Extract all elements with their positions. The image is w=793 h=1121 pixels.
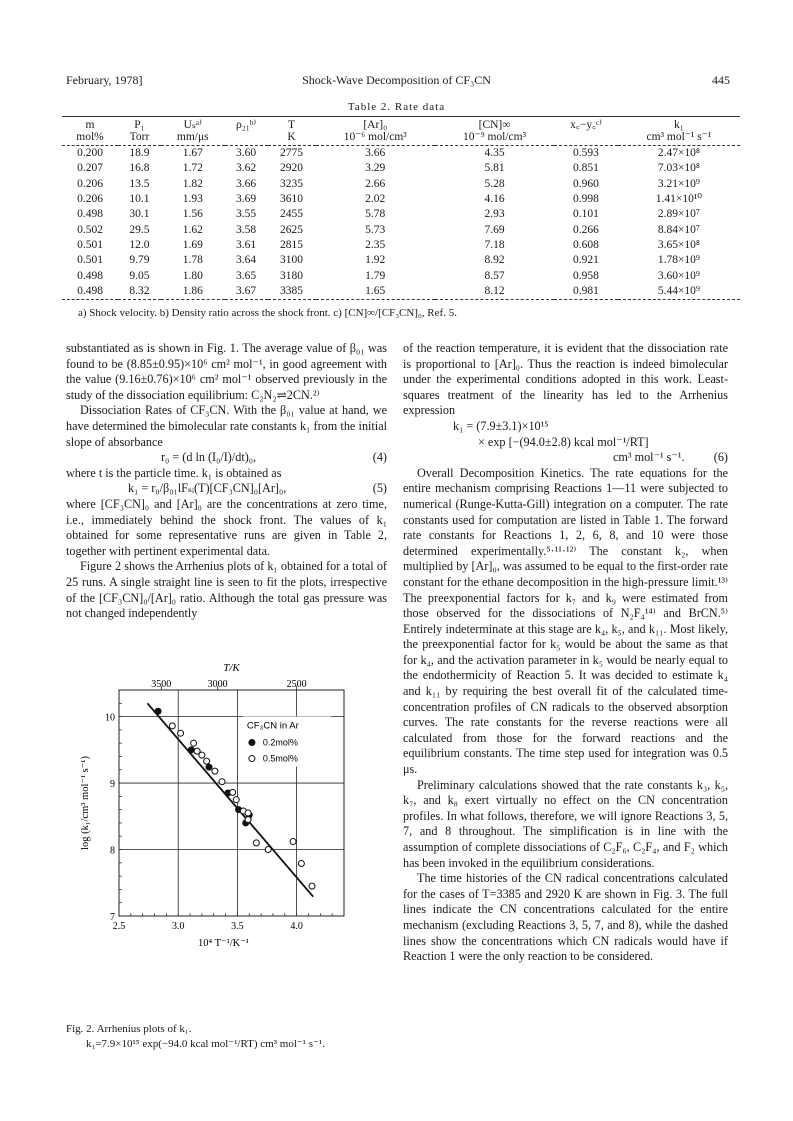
x-tick-label: 3.0 — [171, 921, 185, 932]
table-cell: 5.28 — [484, 177, 505, 190]
y-tick-label: 8 — [110, 845, 115, 857]
table-cell: 0.206 — [77, 193, 103, 206]
data-point-0.5mol — [230, 789, 236, 795]
table-cell: 1.82 — [182, 177, 203, 190]
table-cell: 3.69 — [235, 193, 257, 206]
table-cell: 3235 — [280, 177, 304, 190]
table-cell: 13.5 — [129, 177, 150, 190]
top-axis-label: T/K — [223, 663, 240, 674]
header-unit: K — [287, 131, 296, 143]
column-header — [161, 117, 225, 146]
table-cell: 0.593 — [573, 147, 599, 160]
table-cell: 3180 — [280, 269, 304, 282]
table-row — [62, 146, 740, 162]
data-point-0.5mol — [233, 797, 239, 803]
table-cell: 5.81 — [484, 162, 505, 175]
table-cell: 4.35 — [484, 147, 505, 160]
table-cell: 0.502 — [77, 223, 103, 236]
legend-marker-filled — [249, 740, 255, 746]
data-point-0.2mol — [155, 708, 161, 714]
legend-title: CF₃CN in Ar — [246, 720, 299, 732]
paragraph: of the reaction temperature, it is evident that the dissociation rate is proportional to [Ar]₀. Thus the reaction is indeed bimolecular under the experimental conditions adopted in this work. Least-squares treatment of the linearity has led to the Arrhenius expression — [403, 341, 728, 418]
table-cell: 0.501 — [77, 238, 103, 251]
running-head-title: Shock-Wave Decomposition of CF₃CN — [302, 73, 491, 87]
table-cell: 7.03×10⁸ — [657, 162, 700, 175]
table-cell: 0.851 — [573, 162, 599, 175]
table-cell: 3.61 — [235, 238, 257, 251]
table-cell: 3610 — [280, 193, 304, 206]
data-point-0.5mol — [265, 847, 271, 853]
table-cell: 3.29 — [365, 162, 386, 175]
table-cell: 8.32 — [129, 284, 150, 297]
table-cell: 0.921 — [573, 254, 599, 267]
legend-label: 0.2mol% — [262, 737, 298, 748]
table-cell: 3.65×10⁸ — [657, 238, 700, 251]
column-header — [118, 117, 161, 146]
table-cell: 0.981 — [573, 284, 599, 297]
column-header — [62, 117, 118, 146]
data-point-0.2mol — [206, 764, 212, 770]
equation-6-line-2: × exp [−(94.0±2.8) kcal mol⁻¹/RT] — [478, 434, 649, 449]
table-row — [62, 268, 740, 283]
table-row — [62, 253, 740, 268]
header-symbol: P₁ — [134, 119, 145, 131]
data-point-0.5mol — [298, 860, 304, 866]
table-cell: 3.64 — [235, 254, 257, 267]
table-cell: 3.66 — [365, 147, 386, 160]
table-cell: 1.80 — [182, 269, 203, 282]
page-number: 445 — [712, 73, 730, 87]
top-tick-label: 2500 — [286, 679, 307, 690]
right-column — [403, 341, 728, 965]
table-cell: 9.79 — [129, 254, 150, 267]
table-caption: Table 2. Rate data — [347, 101, 446, 113]
table-cell: 12.0 — [129, 238, 150, 251]
data-point-0.5mol — [253, 840, 259, 846]
x-axis-label: 10⁴ T⁻¹/K⁻¹ — [198, 938, 249, 949]
table-cell: 0.498 — [77, 269, 103, 282]
x-tick-label: 2.5 — [112, 921, 126, 932]
table-cell: 1.78 — [182, 254, 203, 267]
table-cell: 0.958 — [573, 269, 599, 282]
table-cell: 7.18 — [484, 238, 505, 251]
table-cell: 0.266 — [573, 223, 599, 236]
paragraph: substantiated as is shown in Fig. 1. The average value of β₀₁ was found to be (8.85±0.95)×10⁶ cm² mol⁻¹, in good agreement with the value (9.16±0.76)×10⁶ cm² mol⁻¹ observed previously in the study of the dissociation equilibrium: C₂N₂⇌2CN.²⁾ — [66, 341, 387, 402]
header-symbol: Uₛᵃ⁾ — [183, 119, 202, 131]
table-cell: 2455 — [280, 208, 304, 221]
equation-4 — [66, 450, 387, 466]
table-cell: 3.67 — [235, 284, 257, 297]
table-cell: 3385 — [280, 284, 304, 297]
data-point-0.5mol — [169, 723, 175, 729]
table-cell: 2.47×10⁸ — [657, 147, 700, 160]
equation-5 — [66, 481, 387, 497]
table-cell: 0.608 — [573, 238, 599, 251]
table-cell: 5.73 — [365, 223, 386, 236]
data-point-0.5mol — [212, 768, 218, 774]
equation-number: (6) — [713, 450, 728, 465]
table-cell: 8.92 — [484, 254, 505, 267]
header-symbol: k₁ — [674, 119, 684, 131]
header-unit: Torr — [129, 131, 150, 143]
table-cell: 3100 — [280, 254, 304, 267]
table-cell: 3.66 — [235, 177, 257, 190]
data-point-0.5mol — [309, 883, 315, 889]
table-cell: 5.78 — [365, 208, 386, 221]
data-point-0.5mol — [178, 730, 184, 736]
data-point-0.5mol — [290, 839, 296, 845]
table-cell: 2.35 — [365, 238, 386, 251]
table-row — [62, 177, 740, 192]
table-cell: 3.21×10⁹ — [657, 177, 700, 190]
paragraph: Overall Decomposition Kinetics. The rate equations for the entire mechanism comprising Reactions 1—11 were subjected to numerical (Runge-Kutta-Gill) integration on a computer. The rate constants used for computation are listed in Table 1. The forward rate constants for Reactions 1, 2, 6, 8, and 10 were those determined experimentally.⁵·¹¹·¹²⁾ The constant k₂, when multiplied by [Ar]₀, was assumed to be equal to the first-order rate constant for the ethane decomposition in the high-pressure limit.¹³⁾ The preexponential factors for k₇ and k₉ were estimated from those observed for the dissociations of N₂F₄¹⁴⁾ and BrCN.⁵⁾ Entirely indeterminate at this stage are k₄, k₅, and k₁₁. Most likely, the preexponential factor for k₅ would be about the same as that for k₄, and the activation parameter in k₅ would be nearly equal to the endothermicity of Reaction 5. It was decided to estimate k₄ and k₁₁ by requiring the best overall fit of the calculated time-concentration profiles of CN radicals to the observed absorption curves. The rate constants for the reverse reactions were all calculated from those for the forward reactions and the equilibrium constants. The time step used for integration was 0.5 μs. — [403, 465, 728, 777]
header-symbol: m — [85, 119, 95, 131]
x-tick-label: 3.5 — [231, 921, 244, 932]
table-row — [62, 161, 740, 176]
header-symbol: [CN]∞ — [478, 119, 511, 131]
table-cell: 8.57 — [484, 269, 505, 282]
table-cell: 30.1 — [129, 208, 150, 221]
equation-text: cm³ mol⁻¹ s⁻¹. — [613, 450, 685, 465]
column-header — [225, 117, 268, 146]
data-point-0.2mol — [188, 747, 194, 753]
table-cell: 4.16 — [484, 193, 505, 206]
table-row — [62, 207, 740, 222]
table-header-row — [62, 117, 740, 146]
table-footnote: a) Shock velocity. b) Density ratio across the shock front. c) [CN]∞/[CF₃CN]₀, Ref. 5. — [78, 307, 457, 319]
table-cell: 0.206 — [77, 177, 103, 190]
table-cell: 8.84×10⁷ — [657, 223, 700, 236]
table-cell: 8.12 — [484, 284, 505, 297]
equation-6-line-1: k₁ = (7.9±3.1)×10¹⁵ — [453, 418, 549, 433]
figure-caption-line-1: Fig. 2. Arrhenius plots of k₁. — [66, 1023, 192, 1035]
equation-text: r₀ = (d ln (I₀/I)/dt)₀, — [161, 450, 257, 465]
equation-6-line-3 — [403, 450, 728, 466]
header-unit: mol% — [76, 131, 104, 143]
legend-label: 0.5mol% — [262, 753, 298, 764]
table-row — [62, 238, 740, 253]
table-cell: 1.93 — [182, 193, 203, 206]
header-symbol: ρ₂₁ᵇ⁾ — [235, 119, 257, 131]
table-cell: 2920 — [280, 162, 304, 175]
table-cell: 2815 — [280, 238, 304, 251]
table-cell: 1.41×10¹⁰ — [655, 193, 702, 206]
table-cell: 3.55 — [235, 208, 257, 221]
table-cell: 2.93 — [484, 208, 505, 221]
rate-data-table — [62, 116, 740, 300]
header-unit: 10⁻⁶ mol/cm³ — [343, 131, 407, 143]
table-row — [62, 192, 740, 207]
top-tick-label: 3500 — [151, 679, 172, 690]
table-cell: 1.62 — [182, 223, 203, 236]
table-cell: 3.58 — [235, 223, 257, 236]
table-cell: 1.92 — [365, 254, 386, 267]
table-cell: 2775 — [280, 147, 304, 160]
table-cell: 3.60 — [235, 147, 257, 160]
y-tick-label: 7 — [110, 912, 115, 923]
table-cell: 0.498 — [77, 208, 103, 221]
table-cell: 1.56 — [182, 208, 203, 221]
data-point-0.5mol — [204, 758, 210, 764]
table-cell: 0.498 — [77, 284, 103, 297]
table-row — [62, 222, 740, 237]
x-tick-label: 4.0 — [290, 921, 303, 932]
table-cell: 1.79 — [365, 269, 386, 282]
table-cell: 1.78×10⁹ — [657, 254, 700, 267]
data-point-0.5mol — [191, 740, 197, 746]
table-cell: 1.65 — [365, 284, 386, 297]
column-header — [554, 117, 618, 146]
paragraph: Dissociation Rates of CF₃CN. With the β₀₁ value at hand, we have determined the bimolecular rate constants k₁ from the initial slope of absorbance — [66, 403, 387, 449]
table-cell: 2.89×10⁷ — [657, 208, 700, 221]
header-symbol: [Ar]₀ — [363, 119, 388, 131]
column-header — [435, 117, 554, 146]
header-unit: 10⁻⁹ mol/cm³ — [463, 131, 527, 143]
table-cell: 0.960 — [573, 177, 599, 190]
equation-text: k₁ = r₀/β₀₁lFₛᵢ(T)[CF₃CN]₀[Ar]₀, — [128, 481, 287, 496]
header-symbol: x꜀−y꜀ᶜ⁾ — [570, 119, 602, 131]
table-cell: 1.67 — [182, 147, 203, 160]
table-cell: 29.5 — [129, 223, 150, 236]
paragraph: Figure 2 shows the Arrhenius plots of k₁ obtained for a total of 25 runs. A single straight line is seen to fit the plots, irrespective of the [CF₃CN]₀/[Ar]₀ ratio. Although the total gas pressure was not changed independently — [66, 559, 387, 621]
table-body — [62, 146, 740, 300]
table-cell: 3.65 — [235, 269, 257, 282]
running-head-date: February, 1978] — [66, 73, 143, 87]
paragraph: where t is the particle time. k₁ is obtained as — [66, 465, 282, 480]
arrhenius-figure — [66, 663, 376, 1021]
top-tick-label: 3000 — [207, 679, 228, 690]
table-cell: 1.72 — [182, 162, 203, 175]
legend-marker-open — [249, 756, 255, 762]
paragraph: Preliminary calculations showed that the rate constants k₃, k₅, k₇, and k₈ exert virtually no effect on the CN concentration profiles. In what follows, therefore, we will ignore Reactions 3, 5, 7, and 8 throughout. The simplification is in line with the assumption of complete dissociations of C₂F₆, C₂F₄, and F₂ which has been invoked in the equilibrium considerations. — [403, 777, 728, 870]
y-axis-label: log (k₁/cm³ mol⁻¹ s⁻¹) — [80, 756, 91, 850]
equation-number: (5) — [372, 481, 387, 496]
figure-caption — [66, 1022, 325, 1052]
table-cell: 0.200 — [77, 147, 103, 160]
figure-caption-line-2: k₁=7.9×10¹⁵ exp(−94.0 kcal mol⁻¹/RT) cm³ mol⁻¹ s⁻¹. — [86, 1038, 325, 1050]
table-cell: 3.62 — [235, 162, 257, 175]
table-cell: 18.9 — [129, 147, 150, 160]
table-cell: 1.86 — [182, 284, 203, 297]
table-cell: 0.207 — [77, 162, 103, 175]
table-cell: 10.1 — [129, 193, 150, 206]
data-point-0.5mol — [219, 779, 225, 785]
paragraph: where [CF₃CN]₀ and [Ar]₀ are the concentrations at zero time, i.e., immediately behind the shock front. The values of k₁ obtained for some representative runs are given in Table 2, together with pertinent experimental data. — [66, 496, 387, 558]
table-cell: 9.05 — [129, 269, 150, 282]
table-cell: 7.69 — [484, 223, 505, 236]
equation-number: (4) — [372, 450, 387, 465]
data-point-0.5mol — [245, 817, 251, 823]
table-cell: 0.101 — [573, 208, 599, 221]
header-unit: mm/μs — [176, 131, 209, 143]
table-cell: 5.44×10⁹ — [657, 284, 700, 297]
table-cell: 3.60×10⁹ — [657, 269, 700, 282]
header-symbol: T — [288, 119, 296, 131]
column-header — [618, 117, 740, 146]
y-tick-label: 10 — [105, 712, 115, 724]
left-column — [66, 341, 387, 622]
header-unit: cm³ mol⁻¹ s⁻¹ — [646, 131, 712, 143]
column-header — [316, 117, 435, 146]
table-cell: 16.8 — [129, 162, 150, 175]
arrhenius-plot — [66, 663, 376, 1021]
table-cell: 0.501 — [77, 254, 103, 267]
table-cell: 2.02 — [365, 193, 386, 206]
table-row — [62, 284, 740, 300]
table-cell: 2.66 — [365, 177, 386, 190]
table-cell: 1.69 — [182, 238, 203, 251]
data-point-0.5mol — [199, 752, 205, 758]
table-cell: 0.998 — [573, 193, 599, 206]
data-point-0.5mol — [245, 810, 251, 816]
table-cell: 2625 — [280, 223, 304, 236]
column-header — [268, 117, 316, 146]
y-tick-label: 9 — [110, 779, 115, 791]
paragraph: The time histories of the CN radical concentrations calculated for the cases of T=3385 and 2920 K are shown in Fig. 3. The full lines indicate the CN concentrations calculated for the entire mechanism (excluding Reactions 3, 5, 7, and 8), while the dashed lines show the concentrations which CN radicals would have if Reaction 1 were the only reaction to be considered. — [403, 871, 728, 964]
